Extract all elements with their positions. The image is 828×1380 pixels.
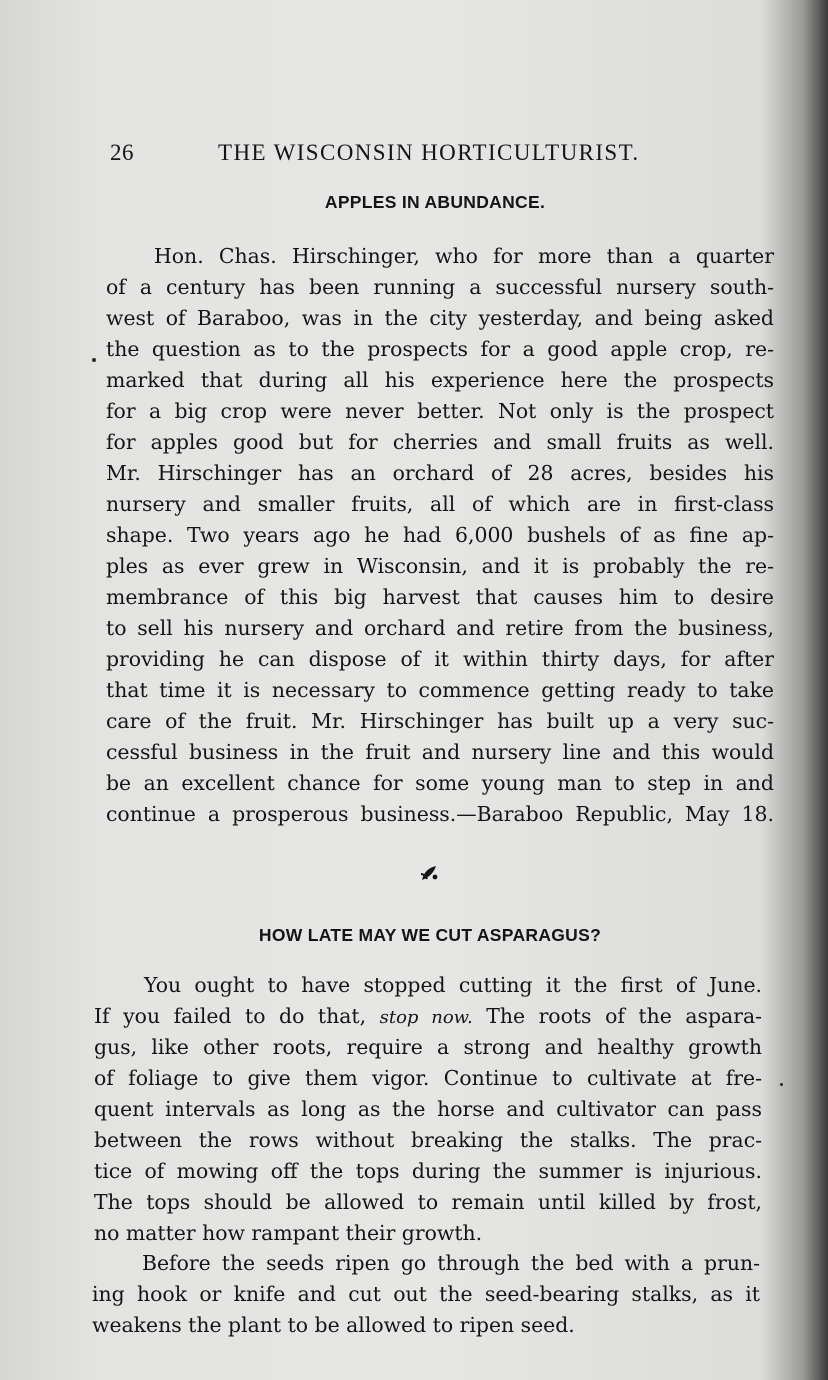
text-line: Mr. Hirschinger has an orchard of 28 acres, besides his: [106, 461, 774, 485]
text-line: ing hook or knife and cut out the seed-bearing stalks, as it: [92, 1282, 760, 1306]
text-line-with-italic: [94, 1001, 762, 1032]
article-body-asparagus-paragraph-2: [92, 1248, 760, 1341]
text-line: be an excellent chance for some young man to step in and: [106, 771, 774, 795]
text-line: ples as ever grew in Wisconsin, and it is probably the re-: [106, 554, 774, 578]
print-speck: [92, 358, 96, 362]
text-line: care of the fruit. Mr. Hirschinger has built up a very suc-: [106, 709, 774, 733]
text-line: gus, like other roots, require a strong and healthy growth: [94, 1035, 762, 1059]
article-title-asparagus: HOW LATE MAY WE CUT ASPARAGUS?: [258, 925, 602, 945]
running-head: THE WISCONSIN HORTICULTURIST.: [218, 140, 640, 165]
page-header: [110, 140, 670, 170]
text-line: weakens the plant to be allowed to ripen seed.: [92, 1313, 575, 1337]
text-line: You ought to have stopped cutting it the first of June.: [144, 973, 762, 997]
text-line: tice of mowing off the tops during the summer is injurious.: [94, 1159, 762, 1183]
text-line: the question as to the prospects for a good apple crop, re-: [106, 337, 774, 361]
text-line: of a century has been running a successful nursery south-: [106, 275, 774, 299]
text-line: marked that during all his experience here the prospects: [106, 368, 774, 392]
text-line: The tops should be allowed to remain until killed by frost,: [94, 1190, 762, 1214]
text-line: between the rows without breaking the stalks. The prac-: [94, 1128, 762, 1152]
text-segment: The roots of the aspara-: [486, 1004, 762, 1028]
text-line: for apples good but for cherries and small fruits as well.: [106, 430, 774, 454]
text-line: membrance of this big harvest that causes him to desire: [106, 585, 774, 609]
text-segment: If you failed to do that,: [94, 1004, 367, 1028]
italic-emphasis: stop now.: [379, 1007, 473, 1028]
article-title-apples: APPLES IN ABUNDANCE.: [324, 192, 546, 212]
article-body-apples: [106, 241, 774, 830]
text-line: quent intervals as long as the horse and cultivator can pass: [94, 1097, 762, 1121]
text-line: continue a prosperous business.—Baraboo Republic, May 18.: [106, 802, 774, 826]
text-line: for a big crop were never better. Not only is the prospect: [106, 399, 774, 423]
print-speck: [780, 1083, 783, 1086]
text-line: to sell his nursery and orchard and retire from the business,: [106, 616, 774, 640]
text-line: of foliage to give them vigor. Continue to cultivate at fre-: [94, 1066, 762, 1090]
page-number: 26: [110, 140, 134, 165]
text-line: no matter how rampant their growth.: [94, 1221, 483, 1245]
text-line: west of Baraboo, was in the city yesterday, and being asked: [106, 306, 774, 330]
text-line: nursery and smaller fruits, all of which are in first-class: [106, 492, 774, 516]
text-line: that time it is necessary to commence getting ready to take: [106, 678, 774, 702]
text-line: Hon. Chas. Hirschinger, who for more than a quarter: [154, 244, 774, 268]
text-line: cessful business in the fruit and nursery line and this would: [106, 740, 774, 764]
leaf-fleuron-icon: [418, 862, 440, 884]
text-line: Before the seeds ripen go through the bed with a prun-: [142, 1251, 760, 1275]
text-line: shape. Two years ago he had 6,000 bushels of as fine ap-: [106, 523, 774, 547]
article-body-asparagus-paragraph-1: [94, 970, 762, 1249]
text-line: providing he can dispose of it within thirty days, for after: [106, 647, 774, 671]
